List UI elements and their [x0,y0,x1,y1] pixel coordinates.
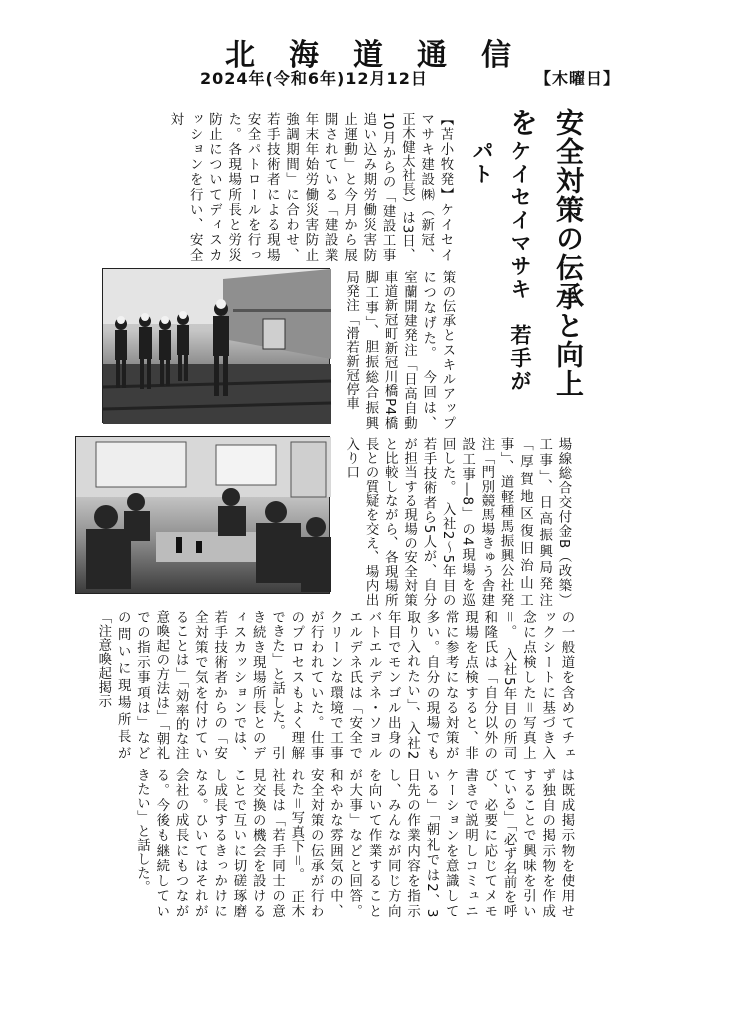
article-text: の一般道を含めてチェックシートに基づき入念に点検した＝写真上＝。 入社5年目の所司和隆氏は「自分以外の現場を点検すると、非常に参考になる対策が多い。自分の現場でも取り入れたい」、入社2年目でモンゴル出身のバトエルデネ・ソヨルエルデネ氏は「安全でクリーンな環境で工事が行われていた。仕事のプロセスもよく理解できた」と話した。 引き続き現場所長とのディスカッションでは、若手技術者からの「安全対策で気を付けていることは」「効率的な注意喚起の方法は」「朝礼での指示事項は」などの問いに現場所長が「注意喚起掲示 [95,610,574,760]
article-column-b [337,270,457,430]
article-subheadline: ケイセイマサキ 若手がパト [470,140,532,393]
site-inspection-illustration [103,269,331,424]
dateline [200,66,620,88]
discussion-meeting-illustration [76,437,331,595]
article-text: 場線総合交付金B（改築）工事」、日高振興局発注「厚賀地区復旧治山工事」、道軽種馬振興公社発注「門別競馬場きゅう舎建設工事―8」の4現場を巡回した。 入社2～5年目の若手技術者ら5人が、自分が担当する現場の安全対策と比較しながら、各現場所長との質疑を交え、場内出入り口 [343,437,571,607]
issue-weekday: 【木曜日】 [534,69,620,88]
newspaper-masthead: 北海道通信 [225,38,545,73]
issue-date: 2024年(令和6年)12月12日 [200,69,428,88]
article-column-a [167,112,455,262]
discussion-meeting-photo [75,436,330,594]
article-column-c [337,437,573,607]
article-column-e [78,768,576,918]
article-text: は既成掲示物を使用せず独自の掲示物を作成することで興味を引いている」「必ず名前を呼び、必要に応じてメモ書きで説明しコミュニケーションを意識している」「朝礼では2、3日先の作業内容を指示し、みんなが同じ方向を向いて作業することが大事」などと回答。和やかな雰囲気の中、安全対策の伝承が行われた＝写真下＝。 正木社長は「若手同士の意見交換の機会を設けることで互いに切磋琢磨し成長するきっかけになる。ひいてはそれが会社の成長にもつながる。今後も継続していきたい」と話した。 [134,768,574,918]
article-headline: 安全対策の伝承と向上を [506,108,585,398]
article-text: 【苫小牧発】ケイセイマサキ建設㈱（新冠、正木健太社長）は3日、10月からの「建設工事追い込み期労働災害防止運動」と今月から展開されている「建設業年末年始労働災害防止強調期間」に合わせ、若手技術者による現場安全パトロールを行った。各現場所長と労災防止についてディスカッションを行い、安全対 [167,112,453,262]
site-inspection-photo [102,268,330,423]
article-column-d [78,610,576,760]
article-text: 策の伝承とスキルアップにつなげた。 今回は、室蘭開建発注「日高自動車道新冠町新冠川橋P4橋脚工事」、胆振総合振興局発注「滑若新冠停車 [343,270,455,430]
